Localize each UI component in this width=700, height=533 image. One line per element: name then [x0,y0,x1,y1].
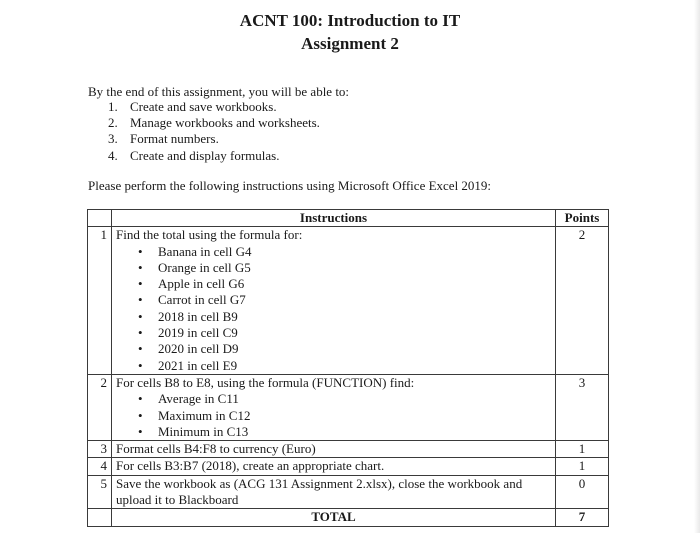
row-instruction: For cells B3:B7 (2018), create an appropriate chart. [112,458,556,475]
list-item: • Average in C11 [138,391,239,407]
objective-item: 4. Create and display formulas. [108,147,280,163]
bullet-list [116,391,551,440]
total-label: TOTAL [112,509,556,526]
row-instruction: Save the workbook as (ACG 131 Assignment 2.xlsx), close the workbook and upload it to Blackboard [112,475,556,509]
list-item: • 2018 in cell B9 [138,308,238,324]
total-points: 7 [556,509,609,526]
page-edge-shadow [694,0,700,533]
total-empty-cell [88,509,112,526]
table-header-row [88,210,609,227]
row-points: 1 [556,458,609,475]
bullet-list [116,244,551,374]
objective-item: 3. Format numbers. [108,131,219,147]
instructions-table [87,209,609,527]
row-number: 4 [88,458,112,475]
header-instructions: Instructions [112,210,556,227]
table-row [88,227,609,375]
table-row [88,374,609,440]
header-num-cell [88,210,112,227]
row-points: 0 [556,475,609,509]
course-title: ACNT 100: Introduction to IT [239,11,461,30]
row-number: 5 [88,475,112,509]
list-item: • Orange in cell G5 [138,259,251,275]
row-points: 2 [556,227,609,375]
row-number: 3 [88,441,112,458]
table-row [88,458,609,475]
objective-item: 2. Manage workbooks and worksheets. [108,115,320,131]
list-item: • Carrot in cell G7 [138,292,246,308]
objectives-list [108,99,320,164]
list-item: • Banana in cell G4 [138,243,252,259]
row-instruction: Find the total using the formula for: • Banana in cell G4 • Orange in cell G5 • Apple in cell G6 • Carrot in cell G7 • 2018 in cell B9 • 2019 in cell C9 • 2020 in cell D9 • 2021 in cell E9 [112,227,556,375]
list-item: • Apple in cell G6 [138,276,245,292]
list-item: • 2020 in cell D9 [138,341,239,357]
objective-item: 1. Create and save workbooks. [108,99,277,114]
row-points: 1 [556,441,609,458]
list-item: • 2019 in cell C9 [138,325,238,341]
list-item: • Maximum in C12 [138,407,251,423]
assignment-title: Assignment 2 [301,34,399,53]
row-points: 3 [556,374,609,440]
table-row [88,475,609,509]
table-row [88,441,609,458]
instruction-line: Please perform the following instructions using Microsoft Office Excel 2019: [88,178,492,193]
total-row [88,509,609,526]
row-instruction: Format cells B4:F8 to currency (Euro) [112,441,556,458]
header-points: Points [556,210,609,227]
row-number: 1 [88,227,112,375]
row-number: 2 [88,374,112,440]
list-item: • Minimum in C13 [138,423,249,439]
list-item: • 2021 in cell E9 [138,357,238,373]
row-instruction: For cells B8 to E8, using the formula (FUNCTION) find: • Average in C11 • Maximum in C12 • Minimum in C13 [112,374,556,440]
intro-text: By the end of this assignment, you will be able to: [88,84,350,99]
